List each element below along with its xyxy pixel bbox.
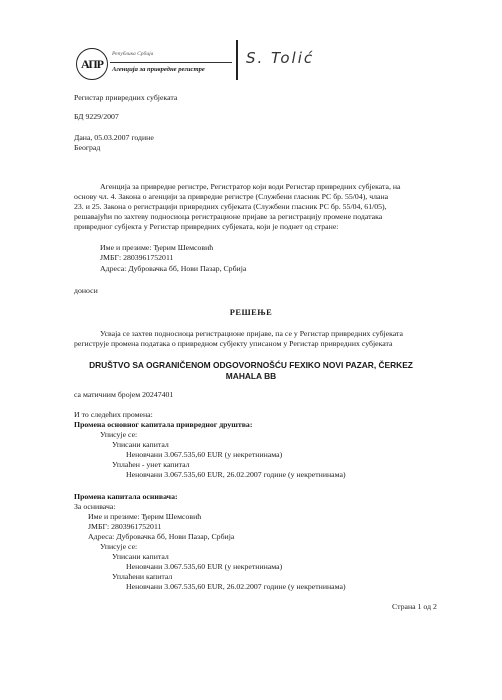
logo-text: АПР	[80, 56, 104, 71]
handwritten-signature: S. Tolić	[246, 49, 315, 67]
intro-line-1: Агенција за привредне регистре, Регистратор који води Регистар привредних субјеката, на	[100, 182, 401, 191]
intro-line-5: привредног субјекта у Регистар привредних субјеката, који је поднет од стране:	[74, 222, 339, 231]
decision-title: РЕШЕЊЕ	[229, 308, 273, 317]
register-name: Регистар привредних субјеката	[74, 93, 178, 102]
section1-uplaceni: Уплаћен - унет капитал	[112, 460, 190, 469]
agency-name: Агенција за привредне регистре	[112, 66, 205, 73]
section2-upisuje: Уписује се:	[100, 542, 138, 551]
page-number: Страна 1 од 2	[392, 602, 437, 611]
section1-uplaceni-value: Неновчани 3.067.535,60 EUR, 26.02.2007 године (у некретнинама)	[126, 470, 346, 479]
section2-za-osnivaca: За оснивача:	[74, 502, 116, 511]
applicant-jmbg: ЈМБГ: 2803961752011	[100, 253, 174, 262]
section2-jmbg: ЈМБГ: 2803961752011	[88, 522, 162, 531]
intro-line-3: 23. и 25. Закона о регистрацији привредних субјеката (Службени гласник РС бр. 55/04, 61/05),	[74, 202, 387, 211]
intro-line-2: основу чл. 4. Закона о агенцији за привредне регистре (Службени гласник РС бр. 55/04), члана	[74, 192, 389, 201]
section2-upisani-value: Неновчани 3.067.535,60 EUR (у некретнинама)	[126, 562, 283, 571]
header-vertical-bar	[236, 40, 238, 80]
document-date: Дана, 05.03.2007 године	[74, 133, 154, 142]
case-number: БД 9229/2007	[74, 112, 119, 121]
document-city: Београд	[74, 143, 101, 152]
company-name-line-2: MAHALA BB	[225, 371, 277, 381]
section2-upisani: Уписани капитал	[112, 552, 169, 561]
registration-number: са матичним бројем 20247401	[74, 390, 174, 399]
section1-title: Промена основног капитала привредног друштва:	[74, 420, 253, 429]
logo-divider	[110, 62, 232, 63]
section2-uplaceni: Уплаћени капитал	[112, 572, 173, 581]
apr-logo-icon	[76, 48, 108, 80]
section1-upisuje: Уписује се:	[100, 430, 138, 439]
donosi-text: доноси	[74, 286, 98, 295]
section2-name: Име и презиме: Ђерим Шемсовић	[88, 512, 202, 521]
intro-line-4: решавајући по захтеву подносиоца регистрационе пријаве за регистрацију промене података	[74, 212, 383, 221]
section2-uplaceni-value: Неновчани 3.067.535,60 EUR, 26.02.2007 године (у некретнинама)	[126, 582, 346, 591]
section1-upisani-value: Неновчани 3.067.535,60 EUR (у некретнинама)	[126, 450, 283, 459]
section2-title: Промена капитала оснивача:	[74, 492, 178, 501]
changes-intro: И то следећих промена:	[74, 410, 153, 419]
decision-line-2: региструје промена података о привредном субјекту уписаном у Регистар привредних субјеката	[74, 339, 393, 348]
decision-line-1: Усваја се захтев подносиоца регистрационе пријаве, па се у Регистар привредних субјеката	[100, 329, 404, 338]
section2-address: Адреса: Дубровачка бб, Нови Пазар, Србија	[88, 532, 235, 541]
applicant-name: Име и презиме: Ђерим Шемсовић	[100, 243, 214, 252]
agency-small-text: Република Србија	[112, 51, 154, 57]
applicant-address: Адреса: Дубровачка бб, Нови Пазар, Србија	[100, 264, 247, 273]
section1-upisani: Уписани капитал	[112, 440, 169, 449]
company-name-line-1: DRUŠTVO SA OGRANIČENOM ODGOVORNOŠĆU FEXIKO NOVI PAZAR, ČERKEZ	[89, 360, 413, 370]
